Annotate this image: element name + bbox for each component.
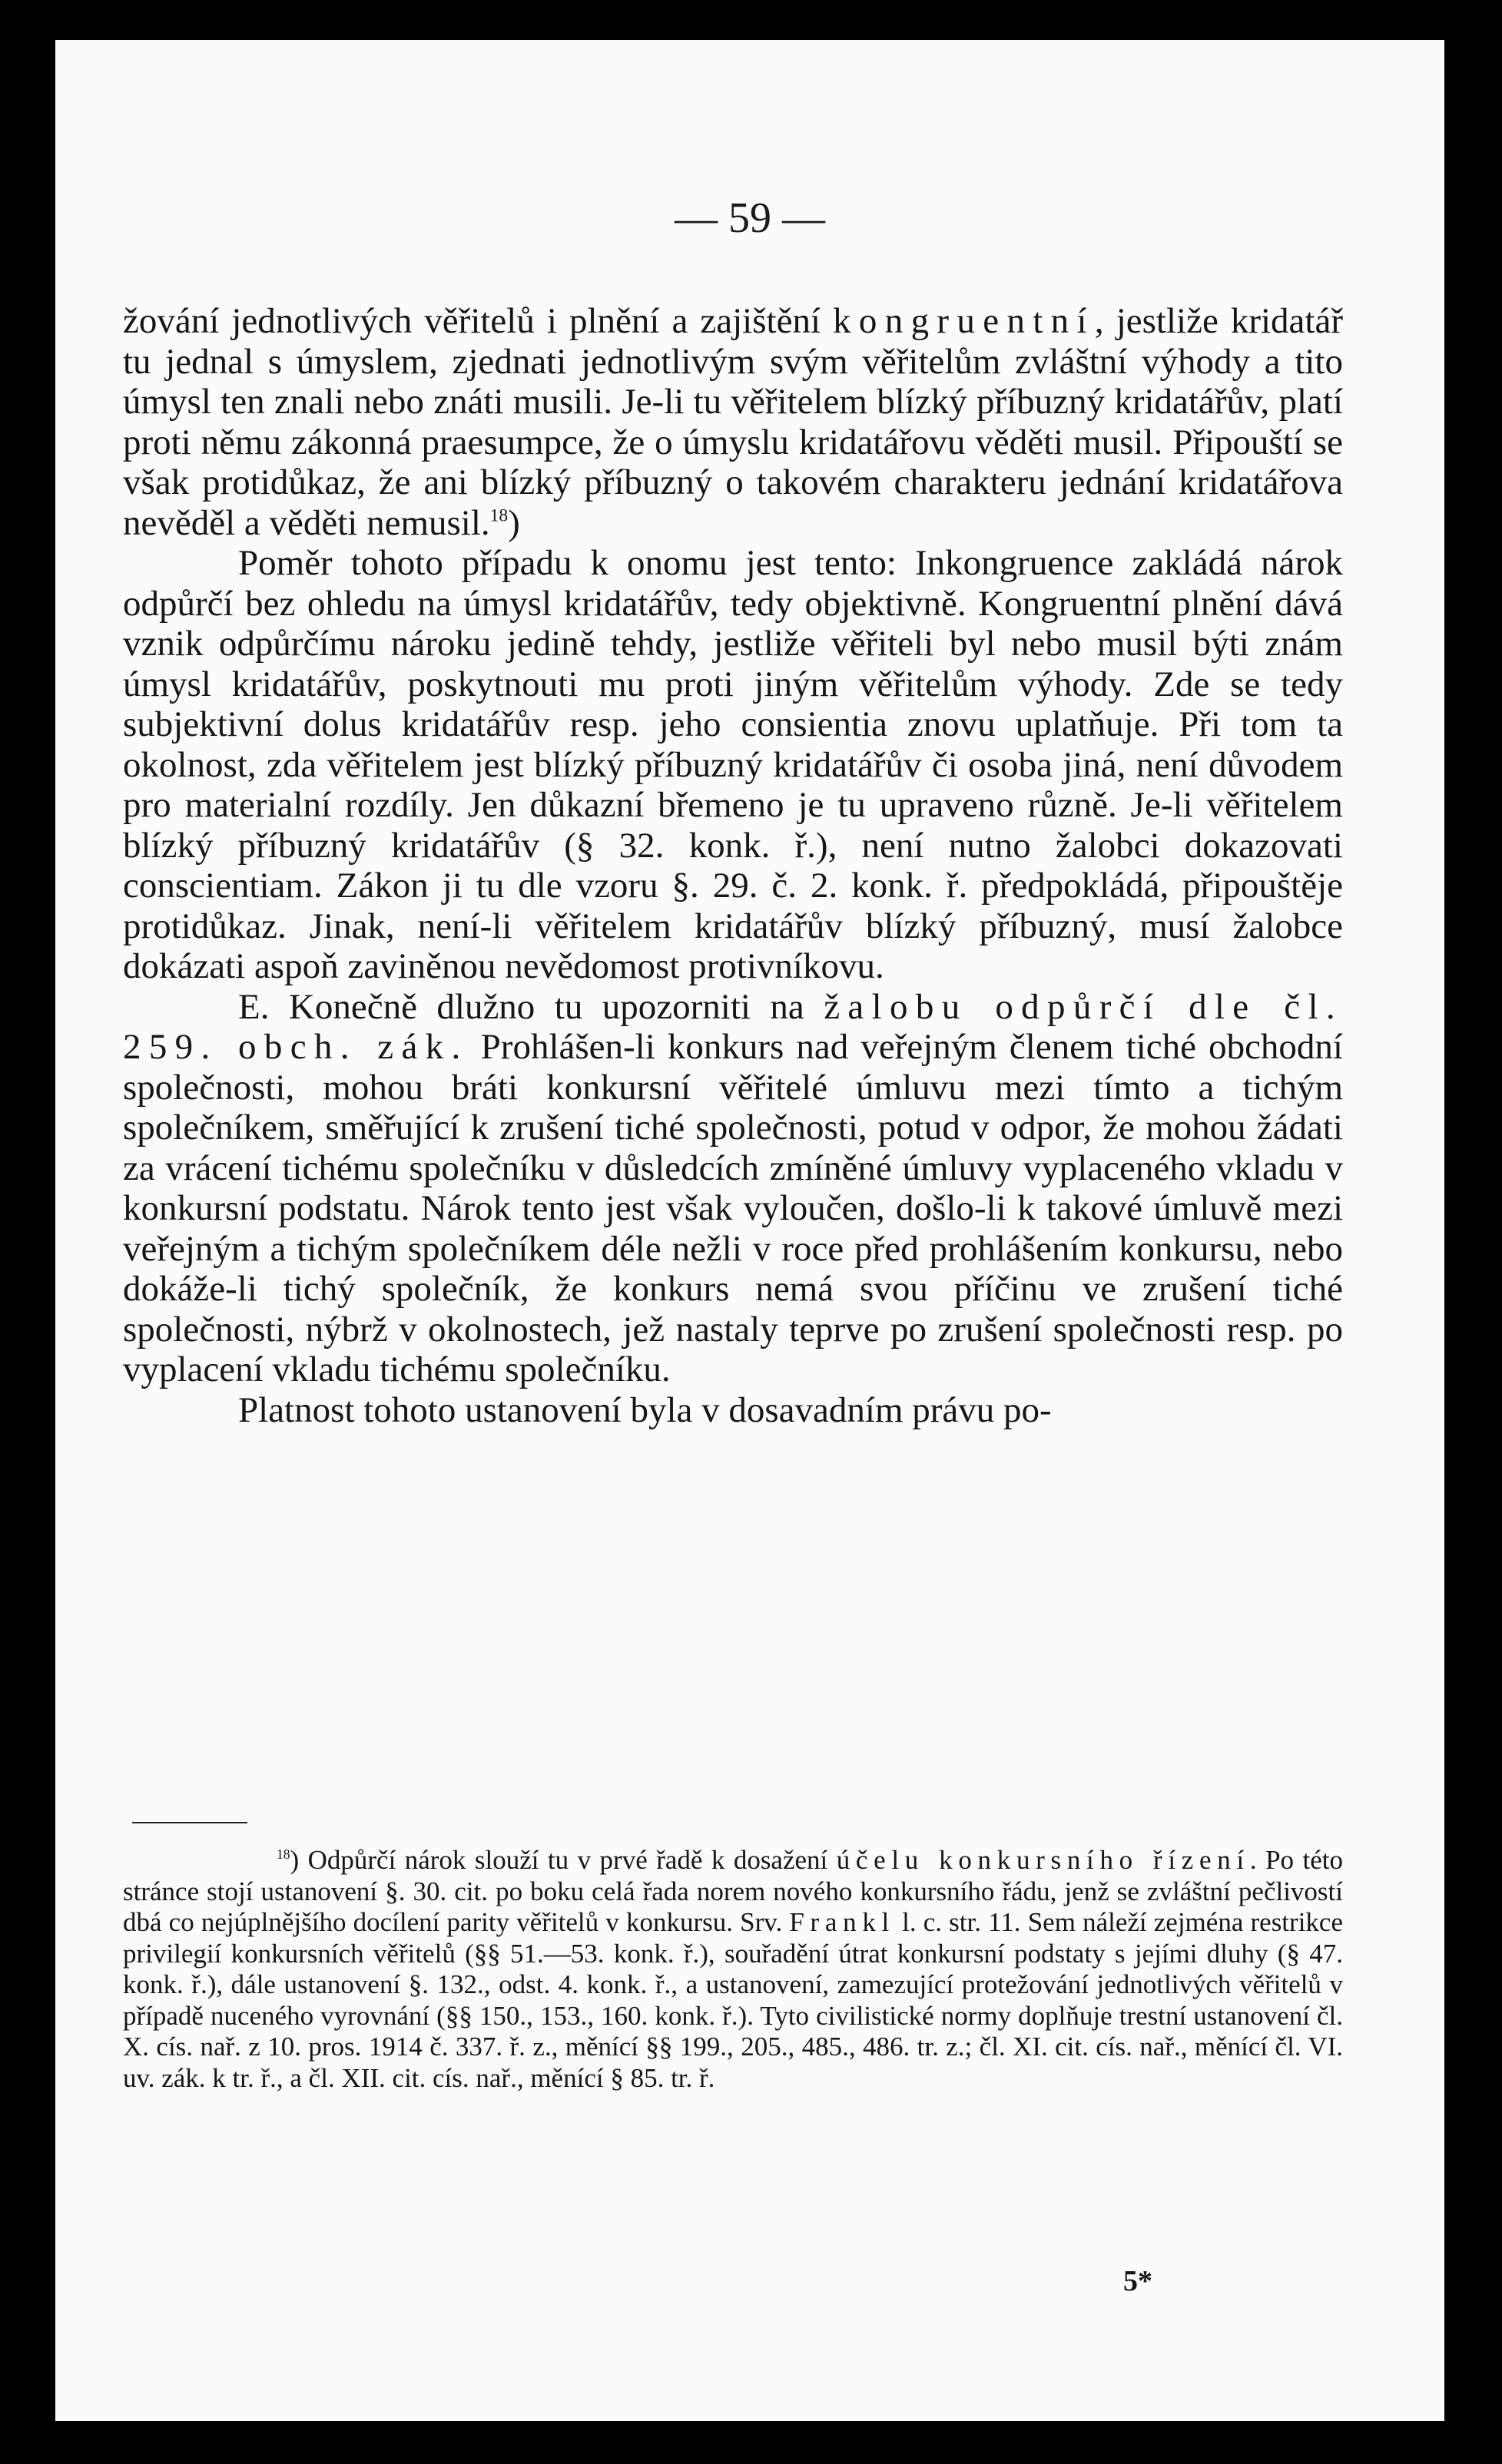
footnote-marker: 18: [277, 1846, 290, 1862]
book-page: [55, 40, 1444, 2421]
footnote-text: l. c. str. 11. Sem náleží zejména restrikce privilegií konkursních věřitelů (§§ 51.—53. konk. ř.), souřadění útrat konkursní podstaty s jejími dluhy (§ 47. konk. ř.), dále ustanovení §. 132., odst. 4. konk. ř., a ustanovení, zamezující protežování jednotlivých věřitelů v případě nuceného vyrovnání (§§ 150., 153., 160. konk. ř.). Tyto civilistické normy doplňuje trestní ustanovení čl. X. cís. nař. z 10. pros. 1914 č. 337. ř. z., měnící §§ 199., 205., 485., 486. tr. z.; čl. XI. cit. cís. nař., měnící čl. VI. uv. zák. k tr. ř., a čl. XII. cit. cís. nař., měnící § 85. tr. ř.: [123, 1907, 1343, 2093]
footnote-text: . Po této stránce stojí ustanovení §. 30. cit. po boku celá řada norem nového konkursního řádu, jenž se zvláštní pečlivostí dbá co nejúplnějšího docílení parity věřitelů v konkursu. Srv.: [123, 1845, 1343, 1937]
paragraph-1: [123, 301, 1343, 543]
main-text: [123, 301, 1343, 1430]
paragraph-text: Prohlášen-li konkurs nad veřejným členem tiché obchodní společnosti, mohou bráti konkursní věřitelé úmluvu mezi tímto a tichým společníkem, směřující k zrušení tiché společnosti, potud v odpor, že mohou žádati za vrácení tichému společníku v důsledcích zmíněné úmluvy vyplaceného vkladu v konkursní podstatu. Nárok tento jest však vyloučen, došlo-li k takové úmluvě mezi veřejným a tichým společníkem déle nežli v roce před prohlášením konkursu, nebo dokáže-li tichý společník, že konkurs nemá svou příčinu ve zrušení tiché společnosti, nýbrž v okolnostech, jež nastaly teprve po zrušení společnosti resp. po vyplacení vkladu tichému společníku.: [123, 1027, 1343, 1389]
paragraph-text: , jestliže kridatář tu jednal s úmyslem, zjednati jednotlivým svým věřitelům zvláštní výhody a tito úmysl ten znali nebo znáti musili. Je-li tu věřitelem blízký příbuzný kridatářův, platí proti němu zákonná praesumpce, že o úmyslu kridatářovu věděti musil. Připouští se však protidůkaz, že ani blízký příbuzný o takovém charakteru jednání kridatářova nevěděl a věděti nemusil.: [123, 301, 1343, 543]
footnotes: [123, 1845, 1343, 2094]
footnote-18: [123, 1845, 1343, 2094]
signature-mark: 5*: [1123, 2265, 1152, 2297]
spaced-term: žalobu odpůrčí dle čl. 259. obch. zák.: [123, 986, 1343, 1067]
paragraph-text: E. Konečně dlužno tu upozorniti na: [238, 986, 824, 1027]
footnote-text: ) Odpůrčí nárok slouží tu v prvé řadě k dosažení: [290, 1845, 837, 1875]
spaced-author: Frankl: [789, 1907, 895, 1937]
paragraph-2: Poměr tohoto případu k onomu jest tento: Inkongruence zakládá nárok odpůrčí bez ohledu na úmysl kridatářův, tedy objektivně. Kongruentní plnění dává vznik odpůrčímu nároku jedině tehdy, jestliže věřiteli byl nebo musil býti znám úmysl kridatářův, poskytnouti mu proti jiným věřitelům výhody. Zde se tedy subjektivní dolus kridatářův resp. jeho consientia znovu uplatňuje. Při tom ta okolnost, zda věřitelem jest blízký příbuzný kridatářův či osoba jiná, není důvodem pro materialní rozdíly. Jen důkazní břemeno je tu upraveno různě. Je-li věřitelem blízký příbuzný kridatářův (§ 32. konk. ř.), není nutno žalobci dokazovati conscientiam. Zákon ji tu dle vzoru §. 29. č. 2. konk. ř. předpokládá, připouštěje protidůkaz. Jinak, není-li věřitelem kridatářův blízký příbuzný, musí žalobce dokázati aspoň zaviněnou nevědomost protivníkovu.: [123, 543, 1343, 986]
spaced-term: účelu konkursního řízení: [836, 1845, 1250, 1875]
page-number: — 59 —: [675, 194, 825, 242]
paragraph-4: Platnost tohoto ustanovení byla v dosavadním právu po-: [238, 1389, 1052, 1430]
spaced-term: kongruentní: [833, 301, 1095, 341]
footnote-divider: [132, 1822, 247, 1823]
paragraph-3: [123, 987, 1343, 1390]
paragraph-text: ): [508, 502, 520, 543]
paragraph-text: žování jednotlivých věřitelů i plnění a zajištění: [123, 301, 834, 341]
footnote-ref: 18: [489, 505, 509, 525]
